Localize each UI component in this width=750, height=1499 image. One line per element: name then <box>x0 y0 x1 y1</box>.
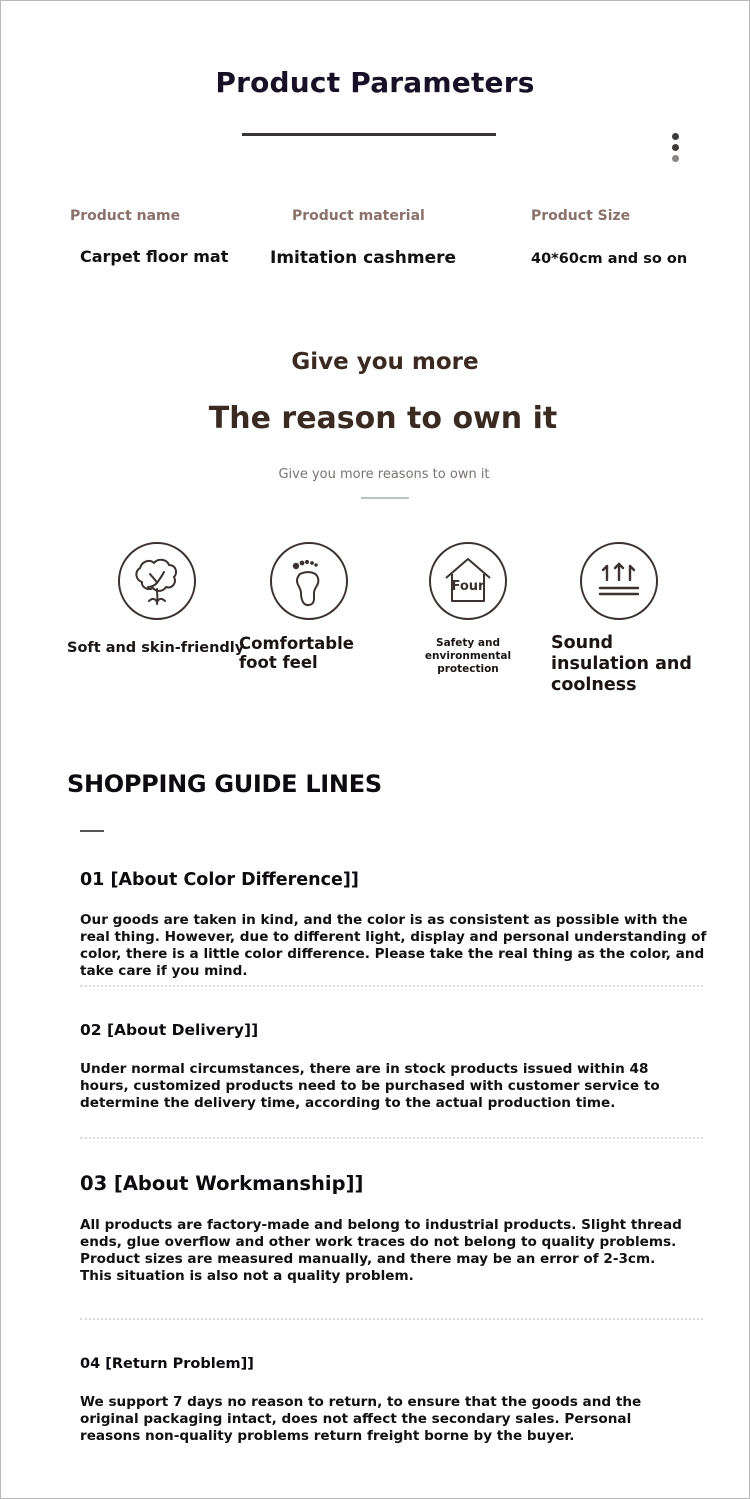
guide-heading-workmanship: 03 [About Workmanship]] <box>80 1172 364 1195</box>
feature-label-sound: Sound insulation and coolness <box>551 633 692 695</box>
guide-heading-color: 01 [About Color Difference]] <box>80 870 359 890</box>
more-dots-icon <box>672 133 680 166</box>
param-value-name: Carpet floor mat <box>80 247 229 266</box>
reason-divider <box>361 497 409 499</box>
feature-label-comfortable: Comfortable foot feel <box>239 634 354 672</box>
reason-caption: Give you more reasons to own it <box>278 467 490 482</box>
title-underline <box>242 133 496 136</box>
guide-divider-1 <box>80 985 703 987</box>
guide-title-dash <box>80 830 104 832</box>
guide-body-return: We support 7 days no reason to return, to ensure that the goods and the original packaging intact, does not affect the secondary sales. Personal reasons non-quality problems return freight borne by the buyer. <box>80 1394 642 1444</box>
guide-heading-return: 04 [Return Problem]] <box>80 1356 254 1372</box>
guide-body-workmanship: All products are factory-made and belong to industrial products. Slight thread ends, glue overflow and other work traces do not belong to quality problems. Product sizes are measured manually, and there may be an error of 2-3cm. This situation is also not a quality problem. <box>80 1217 682 1284</box>
guide-body-delivery: Under normal circumstances, there are in stock products issued within 48 hours, customized products need to be purchased with customer service to determine the delivery time, according to the actual production time. <box>80 1061 660 1111</box>
param-value-material: Imitation cashmere <box>270 248 457 268</box>
sound-insulation-icon <box>580 542 658 620</box>
cotton-icon <box>118 542 196 620</box>
param-label-name: Product name <box>70 208 181 224</box>
guide-divider-2 <box>80 1137 703 1139</box>
reason-subtitle: Give you more <box>291 349 479 375</box>
feature-label-soft: Soft and skin-friendly <box>67 640 245 656</box>
page-title: Product Parameters <box>215 66 535 99</box>
guide-divider-3 <box>80 1318 703 1320</box>
param-label-size: Product Size <box>531 208 631 224</box>
param-value-size: 40*60cm and so on <box>531 251 688 267</box>
house-icon-text: Four <box>451 579 485 594</box>
reason-headline: The reason to own it <box>208 401 558 436</box>
guide-heading-delivery: 02 [About Delivery]] <box>80 1021 259 1039</box>
foot-icon <box>270 542 348 620</box>
guide-body-color: Our goods are taken in kind, and the color is as consistent as possible with the real thing. However, due to different light, display and personal understanding of color, there is a little color difference. Please take the real thing as the color, and take care if you mind. <box>80 912 707 979</box>
param-label-material: Product material <box>292 208 425 224</box>
house-icon <box>429 542 507 620</box>
feature-label-safety: Safety and environmental protection <box>424 637 512 675</box>
guide-title: SHOPPING GUIDE LINES <box>67 770 382 798</box>
